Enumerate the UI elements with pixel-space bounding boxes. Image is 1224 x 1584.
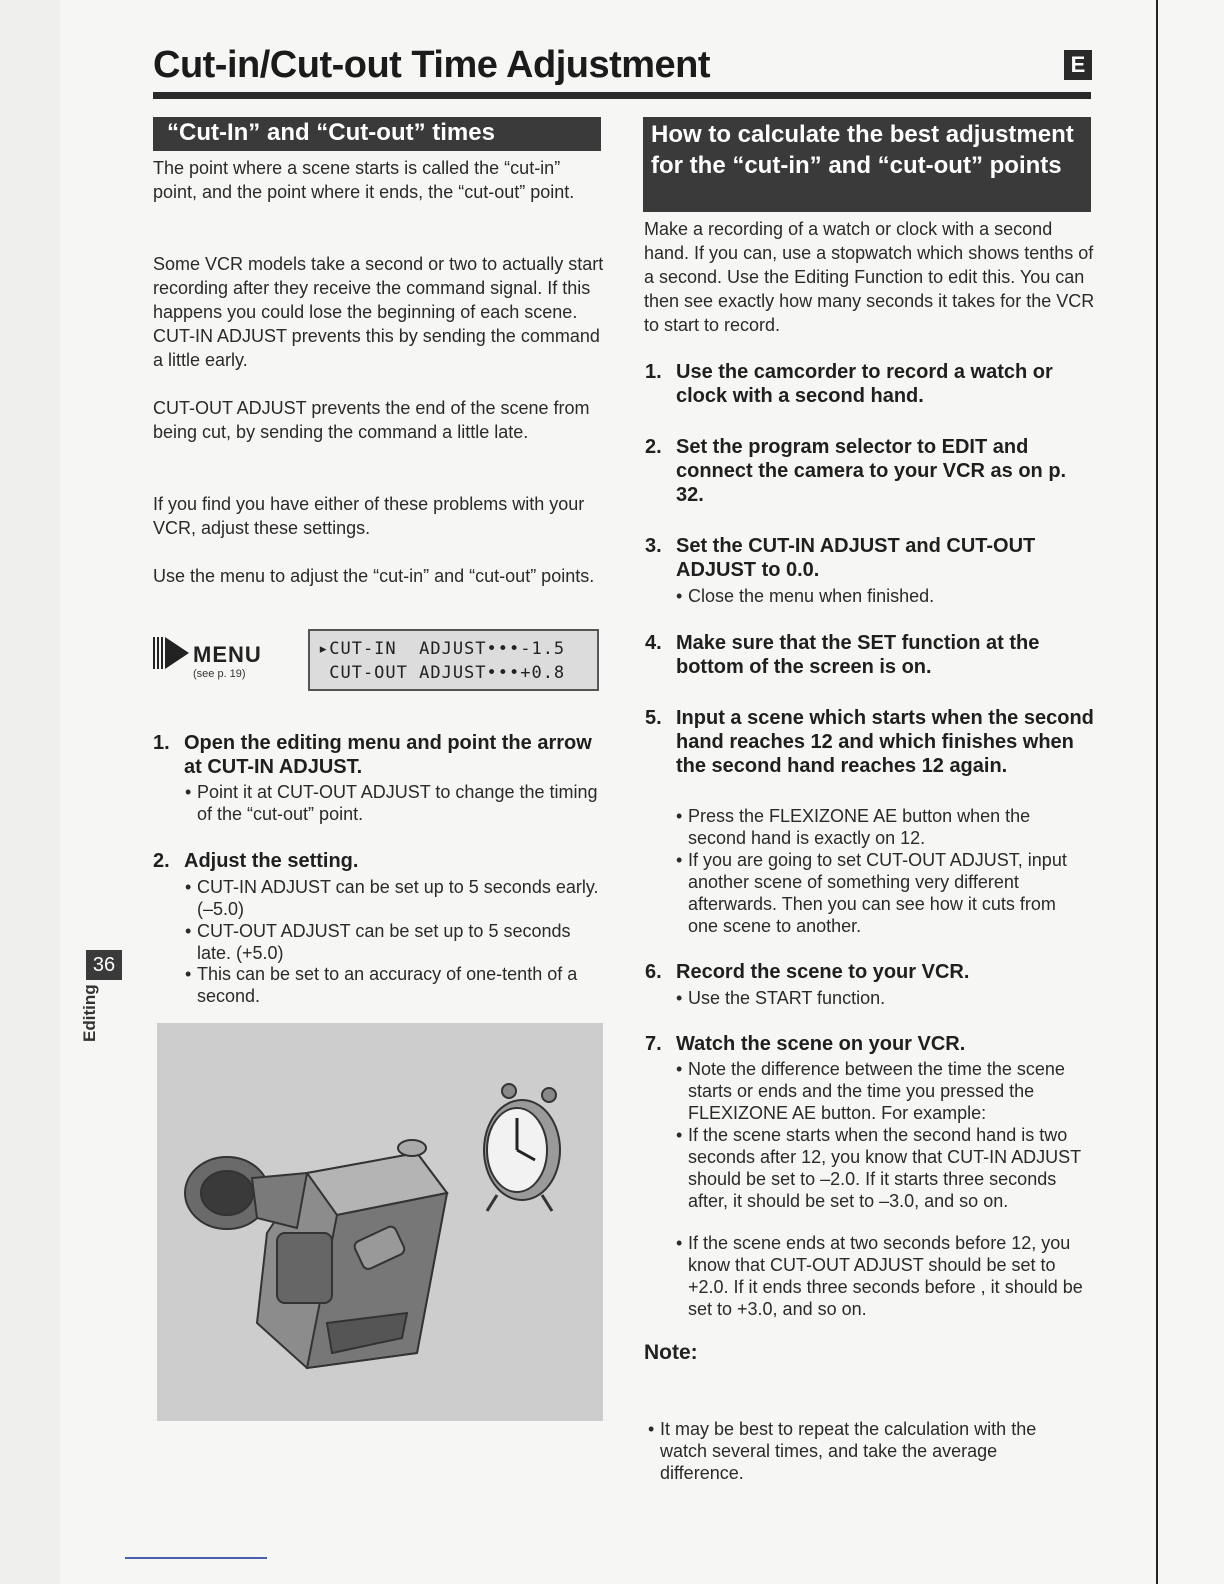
menu-screen-display bbox=[308, 629, 599, 691]
paragraph-intro: Make a recording of a watch or clock with a second hand. If you can, use a stopwatch which shows tenths of a second. Use the Editing Function to edit this. You can then see exactly how many seconds it takes for the VCR to start to record. bbox=[644, 219, 1095, 335]
camcorder-clock-illustration bbox=[157, 1023, 603, 1421]
right-step-7 bbox=[645, 1032, 1095, 1058]
menu-reference bbox=[153, 634, 283, 684]
step-text: Make sure that the SET function at the bottom of the screen is on. bbox=[676, 632, 1040, 678]
step-number: 2. bbox=[153, 850, 170, 872]
paragraph-problems: If you find you have either of these problems with your VCR, adjust these settings. bbox=[153, 494, 585, 538]
menu-arrow-icon bbox=[165, 637, 189, 669]
menu-bars-icon bbox=[153, 637, 163, 669]
step-text: Use the camcorder to record a watch or clock with a second hand. bbox=[676, 361, 1053, 407]
menu-line-cut-out: CUT-OUT ADJUST•••+0.8 bbox=[318, 663, 566, 683]
step-number: 5. bbox=[645, 707, 662, 729]
step-number: 3. bbox=[645, 535, 662, 557]
section-heading-cut-in-cut-out: “Cut-In” and “Cut-out” times bbox=[153, 117, 601, 151]
paragraph-cut-in-definition: The point where a scene starts is called the “cut-in” point, and the point where it ends, the “cut-out” point. bbox=[153, 158, 575, 202]
step-text: Set the program selector to EDIT and connect the camera to your VCR as on p. 32. bbox=[676, 436, 1067, 506]
right-step-1 bbox=[645, 360, 1095, 410]
left-step-1 bbox=[153, 731, 608, 781]
bottom-rule bbox=[125, 1557, 267, 1559]
right-step-2 bbox=[645, 435, 1095, 509]
step-text: Set the CUT-IN ADJUST and CUT-OUT ADJUST to 0.0. bbox=[676, 535, 1036, 581]
right-step-4 bbox=[645, 631, 1095, 681]
step-text: Record the scene to your VCR. bbox=[676, 961, 970, 983]
right-step-6 bbox=[645, 960, 1095, 986]
step-text: Watch the scene on your VCR. bbox=[676, 1033, 966, 1055]
illustration-svg bbox=[157, 1023, 603, 1421]
title-rule bbox=[153, 92, 1091, 99]
menu-page-ref: (see p. 19) bbox=[193, 668, 246, 680]
paragraph-vcr-delay: Some VCR models take a second or two to actually start recording after they receive the command signal. If this happens you could lose the beginning of each scene. CUT-IN ADJUST prevents this by sending the command a little early. bbox=[153, 254, 604, 370]
page-shade bbox=[0, 0, 60, 1584]
left-step-2 bbox=[153, 849, 608, 875]
step-number: 2. bbox=[645, 436, 662, 458]
language-badge: E bbox=[1064, 50, 1092, 80]
step-text: Input a scene which starts when the second hand reaches 12 and which finishes when the second hand reaches 12 again. bbox=[676, 707, 1094, 777]
note-heading: Note: bbox=[644, 1341, 698, 1364]
step-number: 7. bbox=[645, 1033, 662, 1055]
page-number-tab: 36 bbox=[86, 950, 122, 980]
step-number: 4. bbox=[645, 632, 662, 654]
page-title: Cut-in/Cut-out Time Adjustment bbox=[153, 44, 711, 86]
step-number: 6. bbox=[645, 961, 662, 983]
menu-label: MENU bbox=[193, 642, 262, 667]
section-heading-calculation: How to calculate the best adjustment for the “cut-in” and “cut-out” points bbox=[643, 117, 1091, 212]
page-edge bbox=[1156, 0, 1158, 1584]
section-side-label: Editing bbox=[80, 984, 99, 1042]
step-number: 1. bbox=[153, 732, 170, 754]
paragraph-use-menu: Use the menu to adjust the “cut-in” and “cut-out” points. bbox=[153, 566, 595, 586]
menu-line-cut-in: ▸CUT-IN ADJUST•••-1.5 bbox=[318, 639, 566, 659]
right-step-3 bbox=[645, 534, 1095, 584]
right-step-5 bbox=[645, 706, 1095, 804]
paragraph-cut-out-adjust: CUT-OUT ADJUST prevents the end of the scene from being cut, by sending the command a little late. bbox=[153, 398, 590, 442]
step-number: 1. bbox=[645, 361, 662, 383]
step-text: Adjust the setting. bbox=[184, 850, 359, 872]
step-text: Open the editing menu and point the arrow at CUT-IN ADJUST. bbox=[184, 732, 592, 778]
